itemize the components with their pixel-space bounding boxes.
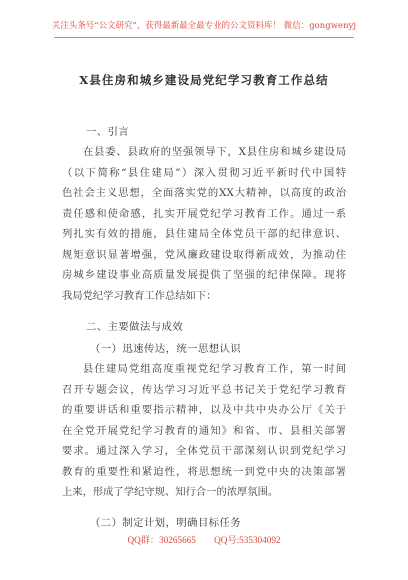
paragraph-line: 色社会主义思想，全面落实党的XX大精神，以高度的政治	[62, 187, 346, 199]
footer-qq-number: QQ号:535304092	[214, 535, 281, 545]
convey-paragraph	[62, 359, 346, 503]
footer-qq-group: QQ群：30265665	[127, 535, 196, 545]
paragraph-line: 教育的重要性和紧迫性，将思想统一到党中央的决策部署	[62, 465, 346, 478]
paragraph-line: 责任感和使命感，扎实开展党纪学习教育工作。通过一系	[62, 207, 346, 220]
introduction-paragraph	[62, 142, 346, 306]
subsection-heading-convey: （一）迅速传达，统一思想认识	[90, 343, 242, 355]
paragraph-line: （以下简称“县住建局”）深入贯彻习近平新时代中国特	[62, 166, 346, 179]
paragraph-line: 规矩意识显著增强，党风廉政建设取得新成效，为推动住	[62, 248, 346, 261]
paragraph-line: 在全党开展党纪学习教育的通知》和省、市、县相关部署	[62, 424, 346, 437]
subsection-heading-plan: （二）制定计划，明确目标任务	[90, 517, 242, 529]
paragraph-line: 房城乡建设事业高质量发展提供了坚强的纪律保障。现将	[62, 269, 346, 281]
section-heading-practices: 二、主要做法与成效	[86, 321, 184, 333]
paragraph-line: 在县委、县政府的坚强领导下，X县住房和城乡建设局	[83, 146, 346, 158]
paragraph-line: 列扎实有效的措施，县住建局全体党员干部的纪律意识、	[62, 228, 346, 240]
header-promo-note: 关注头条号“公文研究”，获得最新最全最专业的公文资料库！ 微信：gongwenyj	[51, 20, 357, 30]
paragraph-line: 上来，形成了学纪守规、知行合一的浓厚氛围。	[62, 486, 279, 498]
document-title: X县住房和城乡建设局党纪学习教育工作总结	[79, 73, 329, 87]
paragraph-line: 的重要讲话和重要指示精神，以及中共中央办公厅《关于	[62, 404, 346, 416]
footer-contact	[0, 532, 408, 546]
paragraph-line: 召开专题会议，传达学习习近平总书记关于党纪学习教育	[62, 383, 346, 396]
paragraph-line: 县住建局党组高度重视党纪学习教育工作，第一时间	[83, 363, 346, 375]
header-divider	[54, 37, 354, 38]
section-heading-introduction: 一、引言	[86, 126, 130, 138]
paragraph-line: 要求。通过深入学习，全体党员干部深刻认识到党纪学习	[62, 445, 346, 457]
paragraph-line: 我局党纪学习教育工作总结如下：	[62, 289, 217, 302]
